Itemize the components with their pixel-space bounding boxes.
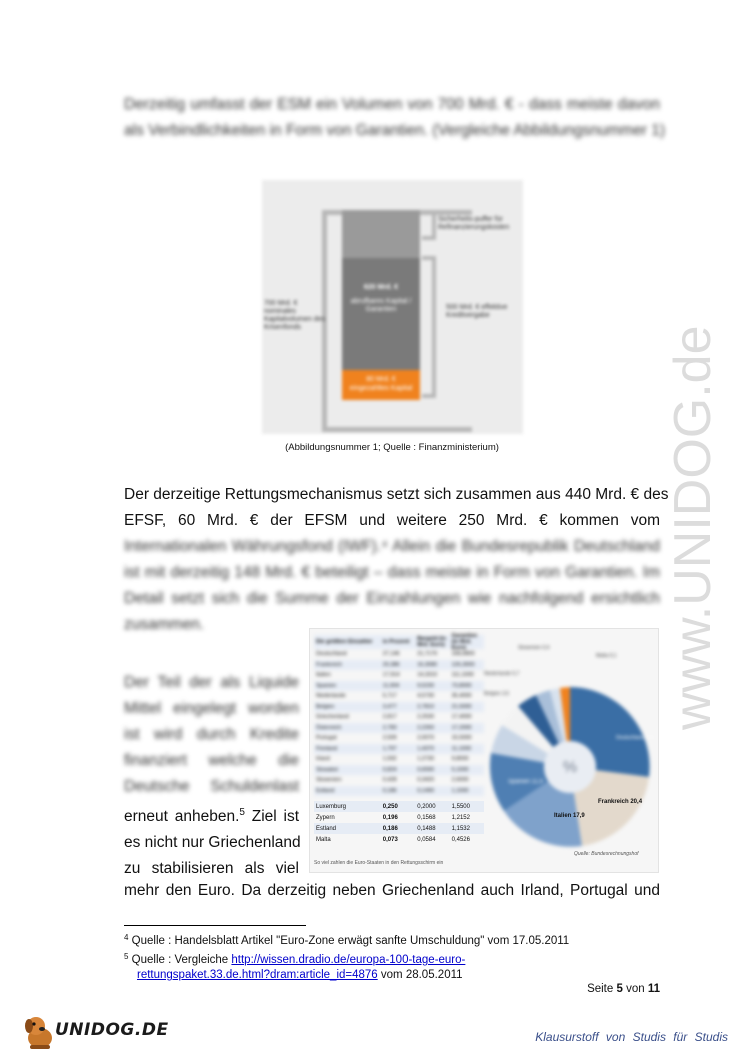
side-line-9: mehr den Euro. Da derzeitig neben Griechenland auch Irland, Portugal und: [124, 882, 660, 899]
unidog-logo: [22, 1012, 169, 1052]
side-line-4: finanziert welche die: [124, 752, 299, 769]
figure-bottom-amount: 80 Mrd. €: [366, 376, 396, 383]
table-row: Zypern 0,196 0,1568 1,2152: [316, 814, 470, 821]
table-row: Malta 0,073 0,0584 0,4526: [316, 836, 470, 843]
side-line-1: Der Teil der als Liquide: [124, 674, 299, 691]
table-header: Die größten Einzahler in Prozent Bargeld (in Mrd. Euro) Garantien (in Mrd. Euro): [314, 635, 484, 649]
pie-leader-2: Malta 0,1: [596, 653, 617, 659]
main-line-4: ist mit derzeitig 148 Mrd. € beteiligt – dass meiste in Form von Garantien. Im: [124, 564, 660, 581]
page-number: Seite 5 von 11: [587, 983, 660, 995]
table-row: Frankreich 20,386 16,3080 126,3000: [314, 660, 484, 671]
side-paragraph: [124, 670, 299, 882]
side-line-5: Deutsche Schuldenlast: [124, 778, 299, 795]
contributors-table-visible: [314, 801, 484, 845]
main-line-5: Detail setzt sich die Summe der Einzahlungen wie nachfolgend ersichtlich: [124, 590, 660, 607]
table-row: Italien 17,914 14,3310 111,1000: [316, 672, 474, 679]
table-row: Österreich 2,783 2,2260 17,2000: [314, 723, 484, 734]
watermark-text: www.UNIDOG.de: [664, 325, 722, 730]
footnote-link-cont[interactable]: rettungspaket.33.de.html?dram:article_id=4876: [137, 969, 378, 981]
pie-leader-4: Belgien 3,5: [484, 691, 510, 697]
side-line-2: Mittel eingelegt worden: [124, 700, 299, 717]
pie-svg: [478, 635, 658, 865]
intro-paragraph: [124, 92, 666, 144]
intro-line-2: als Verbindlichkeiten in Form von Garantien. (Vergleiche Abbildungsnummer 1): [124, 122, 666, 139]
main-line-3: Internationalen Währungsfond (IWF).⁴ Allein die Bundesrepublik Deutschland: [124, 538, 660, 555]
table-row: Slowakei 0,824 0,6590 5,1000: [314, 765, 484, 776]
figure-bracket-right: [422, 256, 436, 398]
side-line-6: erneut anheben.$^5$ Ziel ist: [124, 807, 299, 826]
table-row: Niederlande 5,717 4,5730 35,4000: [316, 693, 472, 700]
table-row: Deutschland 27,146 21,7170 168,6800: [316, 651, 475, 658]
main-line-2: EFSF, 60 Mrd. € der EFSM und weitere 250 Mrd. € kommen vom: [124, 512, 660, 529]
side-line-7: es nicht nur Griechenland: [124, 834, 301, 852]
footnotes: $^4$ Quelle : Handelsblatt Artikel "Euro-Zone erwägt sanfte Umschuldung" vom 17.05.2011 $^5$ Quelle : Vergleiche http://wissen.dradio.de/europa-100-tage-euro- rettungspaket.33.de.html?dram:article_id=4876 vom 28.05.2011: [124, 930, 664, 983]
dog-mascot-icon: [22, 1012, 58, 1052]
table-row: Portugal 2,509 2,0070 15,5000: [316, 735, 472, 742]
pie-annotations: [484, 645, 617, 697]
figure2-footer: So viel zahlen die Euro-Staaten in den Rettungsschirm ein: [314, 860, 444, 866]
pie-center-label: %: [562, 759, 578, 776]
figure-caption: (Abbildungsnummer 1; Quelle : Finanzministerium): [285, 442, 499, 453]
table-row: Luxemburg 0,250 0,2000 1,5500: [314, 801, 484, 812]
side-line-3: ist wird durch Kredite: [124, 726, 299, 743]
esm-figure: [262, 180, 523, 434]
figure-right-label: 500 Mrd. € effektive Kreditvergabe: [446, 304, 508, 319]
table-row: Belgien 3,477 2,7810 21,5000: [314, 702, 484, 713]
main-line-1: Der derzeitige Rettungsmechanismus setzt sich zusammen aus 440 Mrd. € des: [124, 486, 669, 503]
table-row: Estland 0,186 0,1490 1,1000: [314, 786, 484, 797]
table-title: Die größten Einzahler: [316, 639, 373, 645]
figure-top-right-label: Sicherheits-puffer für Refinanzierungskosten: [438, 216, 510, 231]
pie-chart: [478, 635, 658, 865]
figure-column-top: [342, 210, 420, 258]
intro-line-1: Derzeitig umfasst der ESM ein Volumen von 700 Mrd. € - dass meiste davon: [124, 96, 660, 113]
table-row: Griechenland 2,817 2,2530 17,4000: [316, 714, 472, 721]
figure-bottom-label: eingezahltes Kapital: [349, 385, 413, 392]
figure-left-label: 700 Mrd. € nominales Kapitalvolumen des Krisenfonds: [264, 300, 326, 331]
table-row: Estland 0,186 0,1488 1,1532: [314, 823, 484, 834]
footnote-5: $^5$ Quelle : Vergleiche http://wissen.dradio.de/europa-100-tage-euro-: [124, 952, 466, 966]
main-paragraph: [124, 482, 669, 638]
figure-center-label: abrufbares Kapital / Garantien: [350, 298, 412, 313]
pie-leader-1: Slowenien 0,4: [518, 645, 550, 651]
pie-label-spanien: Spanien 11,9: [508, 779, 543, 785]
watermark: [640, 260, 730, 740]
main-line-6: zusammen.: [124, 616, 205, 633]
pie-label-frankreich: Frankreich 20,4: [598, 799, 643, 805]
logo-text: UNIDOG.DE: [55, 1020, 169, 1040]
table-row: Spanien 11,904 9,5230 73,8000: [314, 681, 484, 692]
footnote-rule: [124, 925, 306, 926]
figure-bracket-right-top: [422, 210, 436, 240]
table-row: Finnland 1,797 1,4370 11,1000: [314, 744, 484, 755]
contributors-table: [314, 635, 484, 796]
pie-source: Quelle: Bundesrechnungshof: [574, 851, 639, 857]
pie-label-deutschland: Deutschland 27,1: [616, 735, 655, 741]
contributors-figure: [309, 628, 659, 873]
footnote-link[interactable]: http://wissen.dradio.de/europa-100-tage-euro-: [231, 954, 466, 966]
table-row: Irland 1,592 1,2730 9,8000: [316, 756, 469, 763]
footnote-4: $^4$ Quelle : Handelsblatt Artikel "Euro-Zone erwägt sanfte Umschuldung" vom 17.05.2011: [124, 933, 570, 947]
pie-label-italien: Italien 17,9: [554, 813, 585, 819]
pie-leader-3: Niederlande 5,7: [484, 671, 520, 677]
footer-slogan: Klausurstoff von Studis für Studis: [535, 1030, 728, 1044]
table-row: Slowenien 0,428 0,3420 2,6000: [316, 777, 469, 784]
side-line-8: zu stabilisieren als viel: [124, 860, 299, 878]
figure-center-amount: 620 Mrd. €: [363, 284, 399, 291]
